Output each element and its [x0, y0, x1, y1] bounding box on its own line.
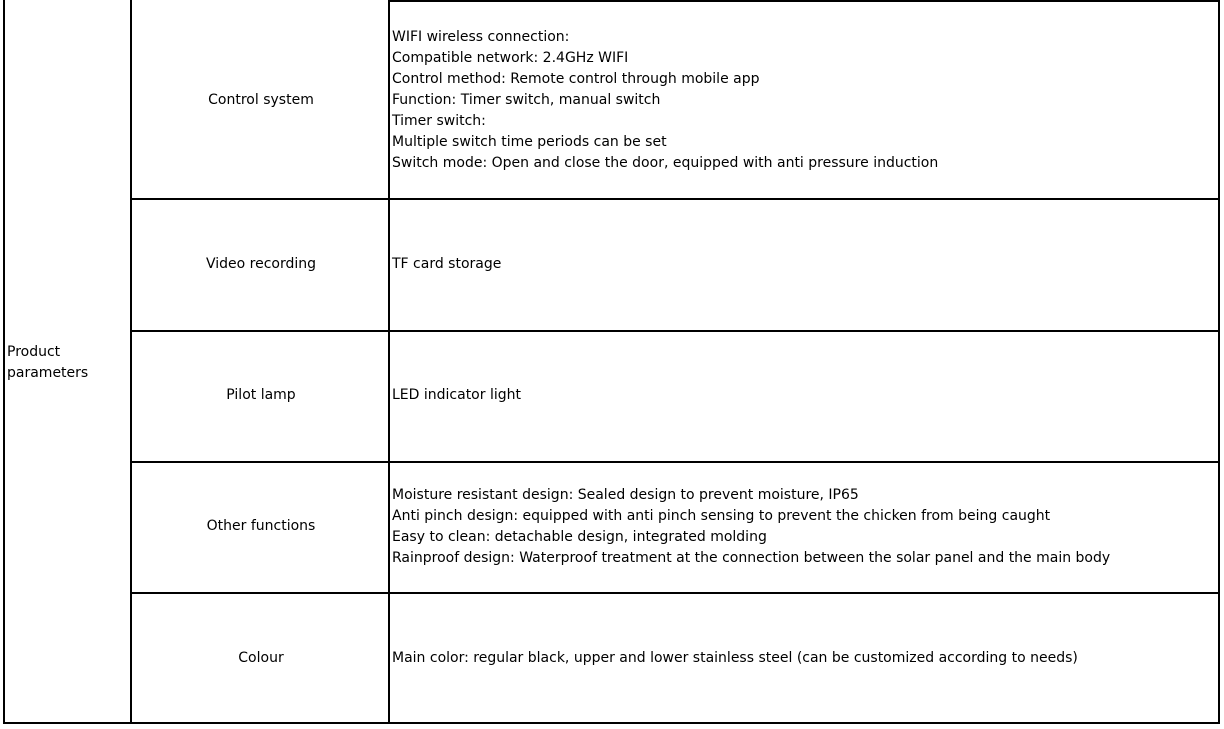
- row-value-pilot-lamp: [392, 385, 521, 406]
- row-divider-1: [130, 198, 1220, 200]
- value-line: Rainproof design: Waterproof treatment at the connection between the solar panel and the main body: [392, 550, 1111, 566]
- value-line: TF card storage: [392, 256, 502, 272]
- row-value-video-recording: [392, 254, 501, 275]
- value-line: Control method: Remote control through mobile app: [392, 71, 760, 87]
- value-line: Switch mode: Open and close the door, equipped with anti pressure induction: [392, 155, 939, 171]
- value-line: Moisture resistant design: Sealed design to prevent moisture, IP65: [392, 487, 859, 503]
- value-line: Multiple switch time periods can be set: [392, 134, 667, 150]
- value-line: WIFI wireless connection:: [392, 29, 570, 45]
- table-border-top: [388, 0, 1220, 2]
- value-line: Compatible network: 2.4GHz WIFI: [392, 50, 629, 66]
- row-label-video-recording: Video recording: [205, 256, 317, 272]
- value-line: Function: Timer switch, manual switch: [392, 92, 661, 108]
- table-divider-label: [388, 0, 390, 724]
- row-divider-3: [130, 461, 1220, 463]
- table-border-left: [3, 0, 5, 724]
- value-line: Easy to clean: detachable design, integrated molding: [392, 529, 767, 545]
- value-line: LED indicator light: [392, 387, 521, 403]
- row-label-colour: Colour: [238, 650, 284, 666]
- group-label-product-parameters: [7, 342, 88, 384]
- table-divider-group: [130, 0, 132, 724]
- table-border-bottom: [3, 722, 1220, 724]
- row-label-control-system: Control system: [208, 92, 314, 108]
- row-divider-4: [130, 592, 1220, 594]
- row-label-pilot-lamp: Pilot lamp: [226, 387, 296, 403]
- row-value-control-system: [392, 27, 938, 174]
- value-line: Anti pinch design: equipped with anti pinch sensing to prevent the chicken from being caught: [392, 508, 1051, 524]
- value-line: Main color: regular black, upper and lower stainless steel (can be customized according to needs): [392, 650, 1078, 666]
- value-line: Timer switch:: [392, 113, 486, 129]
- row-label-other-functions: Other functions: [206, 518, 316, 534]
- group-label-line: Product: [7, 344, 61, 360]
- table-border-right: [1218, 0, 1220, 724]
- row-value-other-functions: [392, 485, 1110, 569]
- row-divider-2: [130, 330, 1220, 332]
- row-value-colour: [392, 648, 1078, 669]
- group-label-line: parameters: [7, 365, 89, 381]
